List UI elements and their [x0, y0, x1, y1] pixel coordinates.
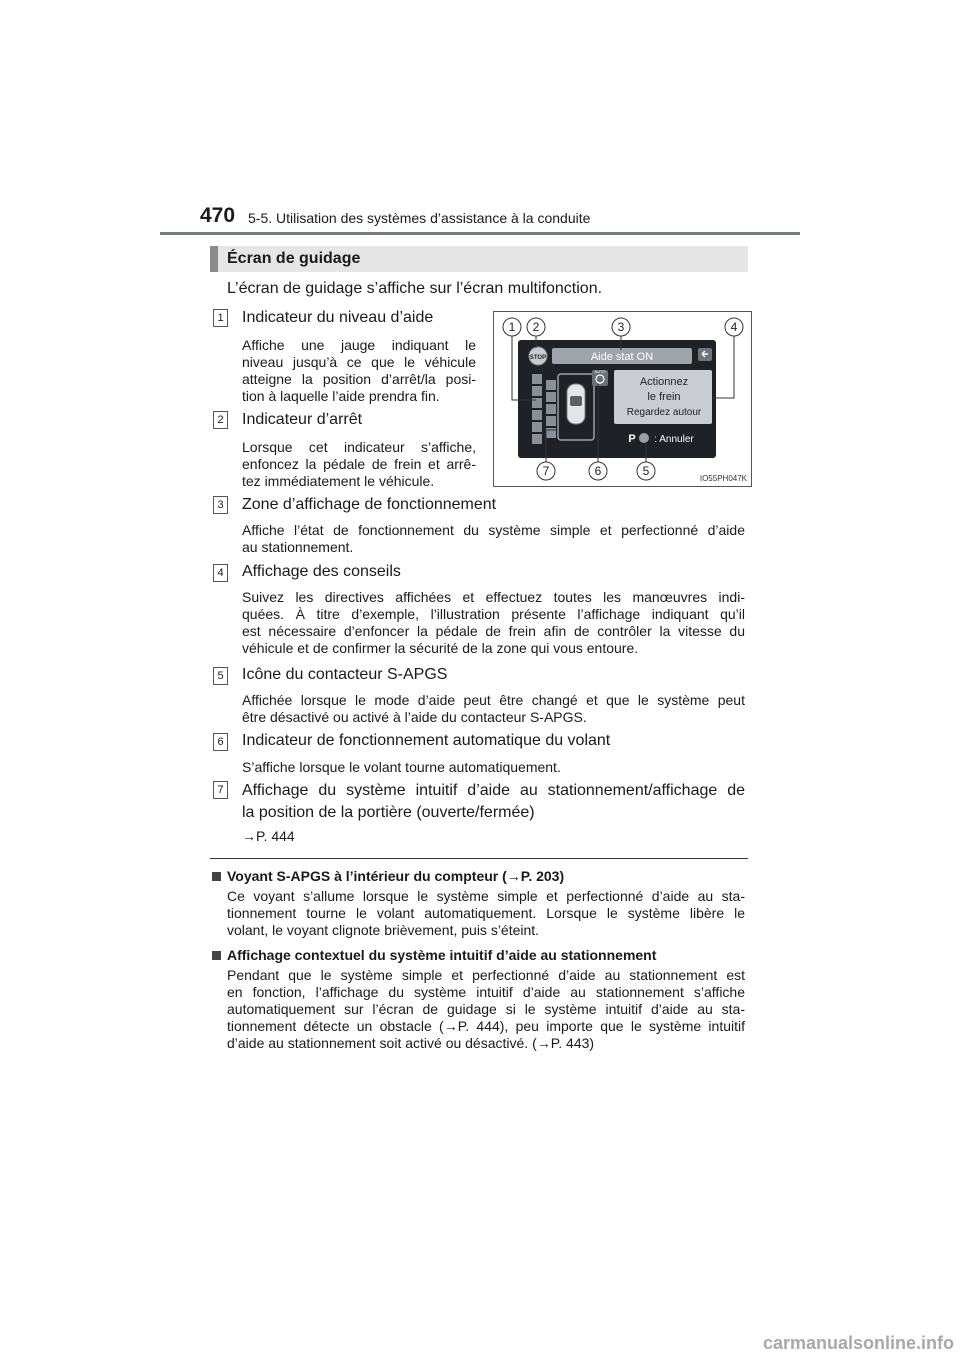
- item-title: Indicateur d’arrêt: [242, 411, 363, 428]
- note-title: [212, 868, 564, 884]
- stop-label: STOP: [529, 355, 547, 361]
- note-title-text: Affichage contextuel du système intuitif d’aide au stationnement: [227, 947, 657, 963]
- desc-line: Affichée lorsque le mode d’aide peut être changé et que le système peut: [242, 692, 745, 708]
- item-number: 1: [213, 309, 228, 327]
- note-body: [227, 967, 745, 1052]
- desc-line: quées. À titre d’exemple, l’illustration présente l’affichage indiquant qu’il: [242, 606, 745, 622]
- guidance-screen-figure: [493, 311, 752, 487]
- note-line: volant, le voyant clignote brièvement, puis s’éteint.: [227, 922, 540, 938]
- desc-line: S’affiche lorsque le volant tourne automatiquement.: [242, 759, 561, 775]
- title-line: la position de la portière (ouverte/fermée): [242, 804, 535, 821]
- desc-line: véhicule et de confirmer la sécurité de la zone qui vous entoure.: [242, 640, 639, 656]
- callout-number: 6: [594, 464, 602, 478]
- desc-line: au stationnement.: [242, 539, 354, 555]
- notes-divider: [210, 858, 748, 859]
- note-body: [227, 888, 745, 939]
- advice-line: Actionnez: [639, 376, 689, 388]
- item-description: [242, 439, 476, 490]
- note-line: Ce voyant s’allume lorsque le système simple et perfectionné d’aide au sta-: [227, 888, 745, 904]
- item-title: Zone d’affichage de fonctionnement: [242, 496, 497, 513]
- note-line: tionnement tourne le volant automatiquement. Lorsque le système libère le: [227, 905, 745, 921]
- desc-line: atteigne la position d’arrêt/la posi-: [242, 371, 476, 387]
- callout-number: 4: [730, 320, 738, 334]
- section-heading-bar: [210, 246, 218, 272]
- item-description: [242, 692, 745, 726]
- page-reference: →P. 444: [242, 828, 295, 844]
- desc-line: Suivez les directives affichées et effectuez toutes les manœuvres indi-: [242, 589, 745, 605]
- item-number: 7: [213, 781, 228, 799]
- note-line: Pendant que le système simple et perfectionné d’aide au stationnement est: [227, 967, 745, 983]
- advice-line: le frein: [647, 391, 681, 403]
- item-title: Indicateur de fonctionnement automatique du volant: [242, 732, 611, 749]
- desc-line: être désactivé ou activé à l’aide du contacteur S-APGS.: [242, 709, 587, 725]
- desc-line: tion à laquelle l’aide prendra fin.: [242, 388, 440, 404]
- item-number: 3: [213, 496, 228, 514]
- item-title: [242, 780, 745, 824]
- desc-line: Lorsque cet indicateur s’affiche,: [242, 439, 476, 455]
- note-line: tionnement détecte un obstacle (→P. 444), peu importe que le système intuitif: [227, 1018, 745, 1034]
- square-bullet-icon: [212, 872, 221, 881]
- section-title: Écran de guidage: [227, 250, 361, 267]
- figure-illustration: [494, 312, 751, 486]
- item-number: 6: [213, 733, 228, 751]
- s-apgs-switch-icon: [639, 433, 649, 443]
- auto-label: AUTO: [594, 369, 606, 374]
- item-title: Indicateur du niveau d’aide: [242, 309, 434, 326]
- callout-number: 7: [542, 464, 550, 478]
- desc-line: enfoncez la pédale de frein et arrê-: [242, 456, 476, 472]
- note-title: [212, 947, 656, 963]
- p-label: P: [628, 433, 636, 445]
- note-line: en fonction, l’affichage du système intuitif d’aide au stationnement s’affiche: [227, 984, 745, 1000]
- item-description: [242, 337, 476, 405]
- desc-line: Affiche l’état de fonctionnement du système simple et perfectionné d’aide: [242, 522, 745, 538]
- chapter-title: 5-5. Utilisation des systèmes d’assistance à la conduite: [248, 210, 591, 226]
- watermark: carmanualsonline.info: [762, 1333, 954, 1353]
- note-line: d’aide au stationnement soit activé ou désactivé. (→P. 443): [227, 1035, 595, 1051]
- status-text: Aide stat ON: [590, 351, 654, 363]
- item-description: [242, 759, 745, 776]
- item-description: [242, 828, 745, 845]
- section-heading: [210, 246, 748, 272]
- figure-id: IO55PH047K: [699, 474, 747, 483]
- item-description: [242, 522, 745, 556]
- item-number: 4: [213, 564, 228, 582]
- cancel-label: : Annuler: [654, 434, 694, 445]
- square-bullet-icon: [212, 951, 221, 960]
- item-number: 5: [213, 667, 228, 685]
- page-number: 470: [200, 204, 236, 227]
- item-title: Affichage des conseils: [242, 563, 401, 580]
- desc-line: niveau jusqu’à ce que le véhicule: [242, 354, 476, 370]
- callout-number: 2: [532, 320, 540, 334]
- note-line: automatiquement sur l’écran de guidage si le système intuitif d’aide au sta-: [227, 1001, 745, 1017]
- item-title: Icône du contacteur S-APGS: [242, 666, 448, 683]
- desc-line: est nécessaire d’enfoncer la pédale de frein afin de contrôler la vitesse du: [242, 623, 745, 639]
- item-number: 2: [213, 411, 228, 429]
- note-title-text: Voyant S-APGS à l’intérieur du compteur (→P. 203): [227, 868, 565, 884]
- title-line: Affichage du système intuitif d’aide au stationnement/affichage de: [242, 782, 745, 799]
- callout-number: 5: [642, 464, 650, 478]
- section-intro: L’écran de guidage s’affiche sur l’écran multifonction.: [227, 280, 603, 297]
- desc-line: tez immédiatement le véhicule.: [242, 473, 435, 489]
- header-rule: [160, 232, 800, 235]
- callout-number: 1: [508, 320, 516, 334]
- callout-number: 3: [617, 320, 625, 334]
- item-description: [242, 589, 745, 657]
- desc-line: Affiche une jauge indiquant le: [242, 337, 476, 353]
- advice-line: Regardez autour: [626, 407, 702, 418]
